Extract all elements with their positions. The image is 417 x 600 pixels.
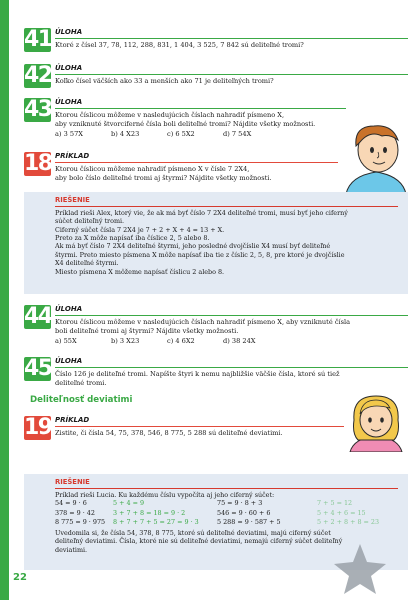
example-18 xyxy=(24,152,408,188)
option-d: d) 7 54X xyxy=(223,129,252,138)
option-c: c) 6 5X2 xyxy=(167,129,195,138)
task-42 xyxy=(24,64,408,94)
task-text: Koľko čísel väčších ako 33 a menších ako 71 je deliteľných tromi? xyxy=(55,76,274,85)
solution-line: Príklad rieši Alex, ktorý vie, že ak má byť číslo 7 2X4 deliteľné tromi, musí byť jeho ciferný xyxy=(55,208,348,217)
calc-row: 8 775 = 9 · 975 8 + 7 + 7 + 5 = 27 = 9 · 3 5 288 = 9 · 587 + 5 5 + 2 + 8 + 8 = 23 xyxy=(55,518,380,527)
task-number-badge: 41 xyxy=(24,27,52,52)
task-44 xyxy=(24,305,408,351)
task-number-badge: 44 xyxy=(24,304,52,329)
example-title: PRÍKLAD xyxy=(55,416,90,424)
task-options xyxy=(55,337,408,346)
solution-line: štyrmi. Preto miesto písmena X môže napísať iba tie z číslic 2, 5, 8, pre ktoré je dvojčíslie xyxy=(55,250,345,259)
task-45 xyxy=(24,357,408,389)
example-19 xyxy=(24,416,408,450)
section-heading: Deliteľnosť deviatimi xyxy=(30,395,133,405)
task-number-badge: 42 xyxy=(24,63,52,88)
solution-line: Ak má byť číslo 7 2X4 deliteľné štyrmi, jeho posledné dvojčíslie X4 musí byť deliteľné xyxy=(55,242,331,251)
solution-title: RIEŠENIE xyxy=(55,196,90,204)
example-text: aby bolo číslo deliteľné tromi aj štyrmi? Nájdite všetky možnosti. xyxy=(55,173,272,182)
option-a: a) 3 57X xyxy=(55,129,83,138)
star-decoration xyxy=(330,540,390,596)
option-b: b) 3 X23 xyxy=(111,336,140,345)
calc-row: 54 = 9 · 6 5 + 4 = 9 75 = 9 · 8 + 3 7 + 5 = 12 xyxy=(55,499,353,508)
example-text: Ktorou číslicou môžeme nahradiť písmeno X v čísle 7 2X4, xyxy=(55,164,250,173)
solution-line: deviatimi. xyxy=(55,545,88,554)
task-title: ÚLOHA xyxy=(55,98,83,106)
task-text: Ktorou číslicou môžeme v nasledujúcich číslach nahradiť písmeno X, xyxy=(55,110,285,119)
task-41 xyxy=(24,28,408,58)
solution-line: deliteľný deviatimi. Čísla, ktoré nie sú deliteľné deviatimi, nemajú ciferný súčet deliteľný xyxy=(55,537,343,546)
task-options xyxy=(55,130,346,139)
calc-row: 378 = 9 · 42 3 + 7 + 8 = 18 = 9 · 2 546 = 9 · 60 + 6 5 + 4 + 6 = 15 xyxy=(55,508,366,517)
solution-line: Uvedomila si, že čísla 54, 378, 8 775, ktoré sú deliteľné deviatimi, majú ciferný súčet xyxy=(55,528,331,537)
solution-intro: Príklad rieši Lucia. Ku každému číslu vypočíta aj jeho ciferný súčet: xyxy=(55,490,275,499)
task-title: ÚLOHA xyxy=(55,357,83,365)
solution-line: Miesto písmena X môžeme napísať číslicu 2 alebo 8. xyxy=(55,267,225,276)
task-title: ÚLOHA xyxy=(55,64,83,72)
example-text: Zistite, či čísla 54, 75, 378, 546, 8 775, 5 288 sú deliteľné deviatimi. xyxy=(55,428,283,437)
solution-title: RIEŠENIE xyxy=(55,478,90,486)
example-title: PRÍKLAD xyxy=(55,152,90,160)
option-b: b) 4 X23 xyxy=(111,129,140,138)
option-c: c) 4 6X2 xyxy=(167,336,195,345)
example-number-badge: 19 xyxy=(24,415,52,440)
task-number-badge: 43 xyxy=(24,97,52,122)
solution-block-1 xyxy=(24,192,408,294)
task-title: ÚLOHA xyxy=(55,305,83,313)
task-title: ÚLOHA xyxy=(55,28,83,36)
solution-line: Preto za X môže napísať iba číslice 2, 5 alebo 8. xyxy=(55,233,210,242)
task-text: Číslo 126 je deliteľné tromi. Napíšte štyri k nemu najbližšie väčšie čísla, ktoré sú tiež xyxy=(55,369,340,378)
solution-line: súčet deliteľný tromi. xyxy=(55,217,125,226)
solution-line: X4 deliteľné štyrmi. xyxy=(55,259,119,268)
option-d: d) 38 24X xyxy=(223,336,256,345)
task-number-badge: 45 xyxy=(24,356,52,381)
example-number-badge: 18 xyxy=(24,151,52,176)
solution-line: Ciferný súčet čísla 7 2X4 je 7 + 2 + X + 4 = 13 + X. xyxy=(55,225,225,234)
task-text: Ktorou číslicou môžeme v nasledujúcich číslach nahradiť písmeno X, aby vzniknuté čísla xyxy=(55,317,351,326)
task-text: Ktoré z čísel 37, 78, 112, 288, 831, 1 404, 3 525, 7 842 sú deliteľné tromi? xyxy=(55,40,304,49)
task-text: deliteľné tromi. xyxy=(55,378,107,387)
page-number: 22 xyxy=(13,572,27,583)
task-text: boli deliteľné tromi aj štyrmi? Nájdite všetky možnosti. xyxy=(55,326,239,335)
option-a: a) 55X xyxy=(55,336,77,345)
task-text: aby vzniknuté štvorciferné čísla boli deliteľné tromi? Nájdite všetky možnosti. xyxy=(55,119,316,128)
page-side-bar xyxy=(0,0,9,600)
